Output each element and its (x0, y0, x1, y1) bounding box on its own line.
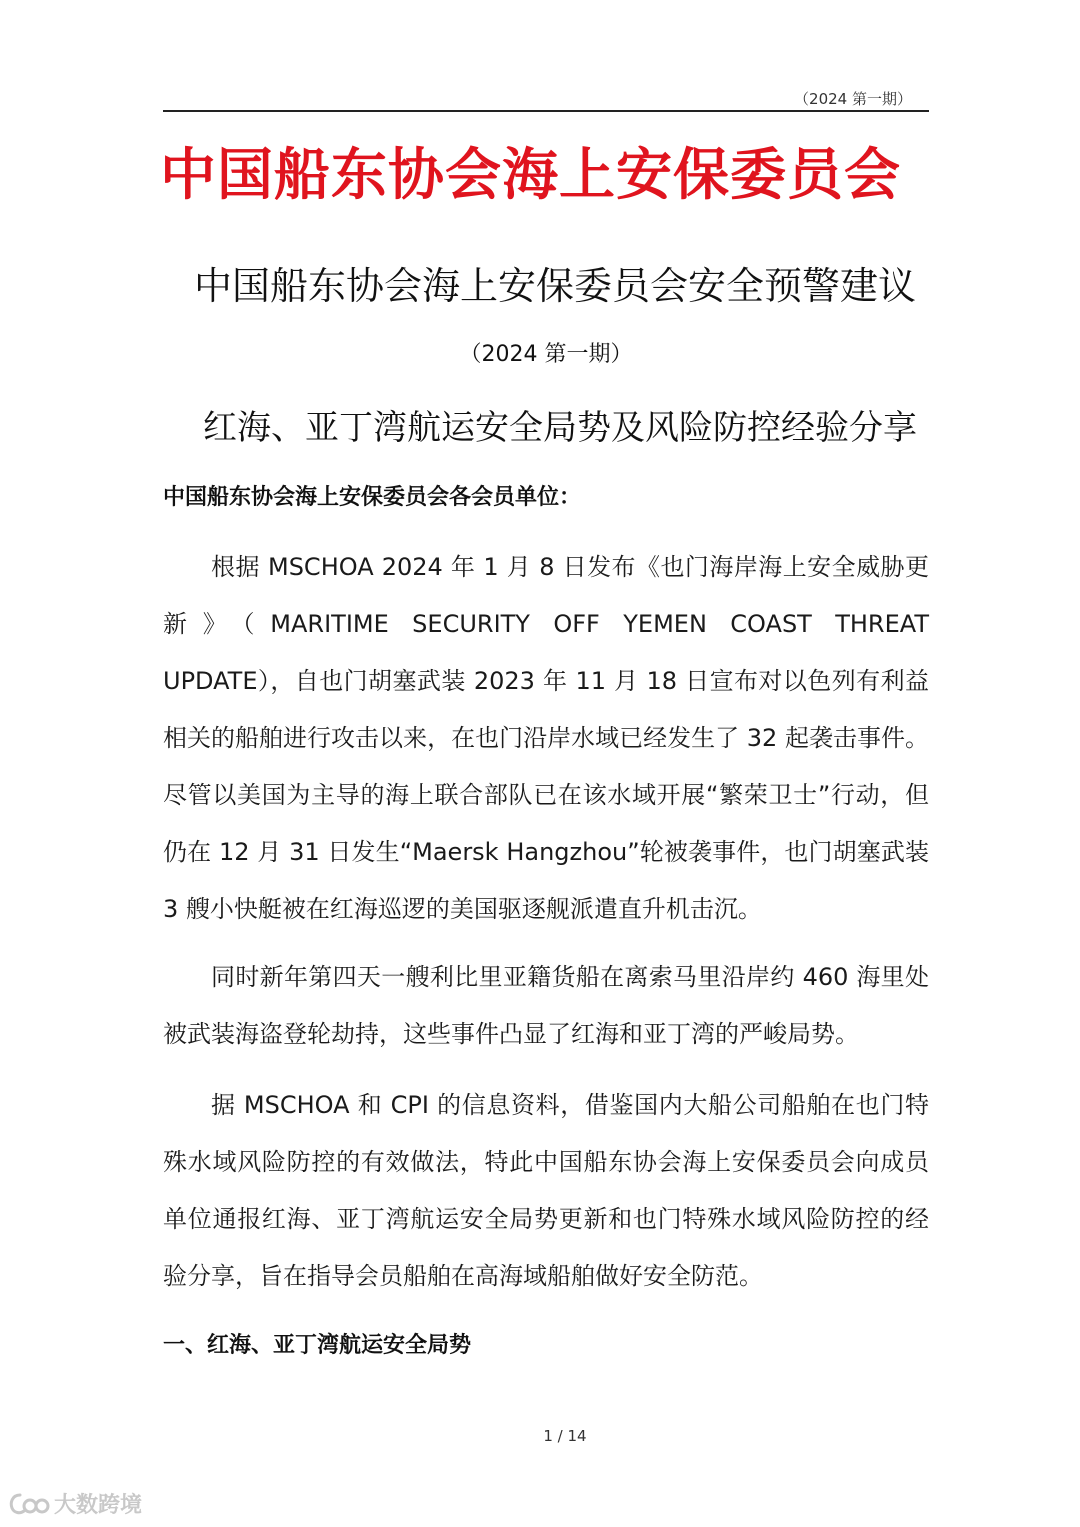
watermark (8, 1488, 142, 1519)
body-paragraph: 根据 MSCHOA 2024 年 1 月 8 日发布《也门海岸海上安全威胁更新》（MARITIME SECURITY OFF YEMEN COAST THREAT UPDATE），自也门胡塞武装 2023 年 11 月 18 日宣布对以色列有利益相关的船舶进行攻击以来，在也门沿岸水域已经发生了 32 起袭击事件。尽管以美国为主导的海上联合部队已在该水域开展“繁荣卫士”行动，但仍在 12 月 31 日发生“Maersk Hangzhou”轮被袭事件，也门胡塞武装 3 艘小快艇被在红海巡逻的美国驱逐舰派遣直升机击沉。 (163, 553, 929, 923)
header-issue-label: （2024 第一期） (794, 90, 912, 108)
document-title: 中国船东协会海上安保委员会安全预警建议 (193, 264, 916, 308)
document-subtitle: 红海、亚丁湾航运安全局势及风险防控经验分享 (203, 408, 917, 448)
watermark-text: 大数跨境 (54, 1493, 143, 1518)
body-paragraph: 同时新年第四天一艘利比里亚籍货船在离索马里沿岸约 460 海里处被武装海盗登轮劫持，这些事件凸显了红海和亚丁湾的严峻局势。 (163, 963, 929, 1048)
document-issue: （2024 第一期） (459, 342, 633, 367)
header-divider (163, 110, 929, 112)
salutation: 中国船东协会海上安保委员会各会员单位： (163, 485, 582, 510)
body-paragraph: 据 MSCHOA 和 CPI 的信息资料，借鉴国内大船公司船舶在也门特殊水域风险防控的有效做法，特此中国船东协会海上安保委员会向成员单位通报红海、亚丁湾航运安全局势更新和也门特殊水域风险防控的经验分享，旨在指导会员船舶在高海域船舶做好安全防范。 (163, 1091, 929, 1290)
page-number: 1 / 14 (543, 1427, 587, 1445)
brand-logo-icon (8, 1491, 50, 1517)
masthead-title: 中国船东协会海上安保委员会 (160, 142, 901, 208)
section-heading: 一、红海、亚丁湾航运安全局势 (163, 1333, 472, 1358)
